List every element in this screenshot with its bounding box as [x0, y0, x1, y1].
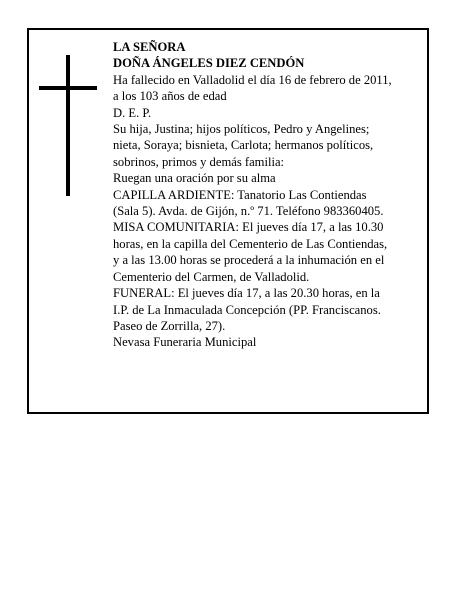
mass-line: horas, en la capilla del Cementerio de Las Contiendas,	[113, 236, 388, 251]
notice-title: LA SEÑORA	[113, 40, 186, 54]
prayer-request	[113, 170, 423, 186]
cross-horizontal-bar	[39, 86, 97, 90]
death-announcement	[113, 72, 423, 105]
funeral-line: Paseo de Zorrilla, 27).	[113, 318, 226, 333]
funeral-home	[113, 334, 423, 350]
family-line: Su hija, Justina; hijos políticos, Pedro y Angelines;	[113, 122, 370, 137]
funeral-line: I.P. de La Inmaculada Concepción (PP. Franciscanos.	[113, 302, 381, 317]
deceased-name: DOÑA ÁNGELES DIEZ CENDÓN	[113, 56, 305, 71]
mass-line: Cementerio del Carmen, de Valladolid.	[113, 269, 310, 284]
chapel-line: (Sala 5). Avda. de Gijón, n.º 71. Teléfono 983360405.	[113, 204, 384, 219]
mass-line: MISA COMUNITARIA: El jueves día 17, a las 10.30	[113, 220, 384, 235]
prayer-text: Ruegan una oración por su alma	[113, 171, 276, 186]
funeral-info	[113, 285, 423, 334]
cross-vertical-bar	[66, 55, 70, 196]
obituary-text	[113, 39, 423, 351]
chapel-line: CAPILLA ARDIENTE: Tanatorio Las Contiendas	[113, 187, 367, 202]
family-line: nieta, Soraya; bisnieta, Carlota; hermanos políticos,	[113, 138, 374, 153]
community-mass-info	[113, 219, 423, 285]
announcement-line: Ha fallecido en Valladolid el día 16 de febrero de 2011,	[113, 72, 392, 87]
funeral-home-name: Nevasa Funeraria Municipal	[113, 335, 257, 350]
family-line: sobrinos, primos y demás familia:	[113, 154, 285, 169]
rip-line	[113, 105, 423, 121]
chapel-info	[113, 187, 423, 220]
rip-text: D. E. P.	[113, 105, 152, 120]
funeral-line: FUNERAL: El jueves día 17, a las 20.30 horas, en la	[113, 286, 380, 301]
family-list	[113, 121, 423, 170]
mass-line: y a las 13.00 horas se procederá a la inhumación en el	[113, 253, 385, 268]
announcement-line: a los 103 años de edad	[113, 89, 227, 104]
